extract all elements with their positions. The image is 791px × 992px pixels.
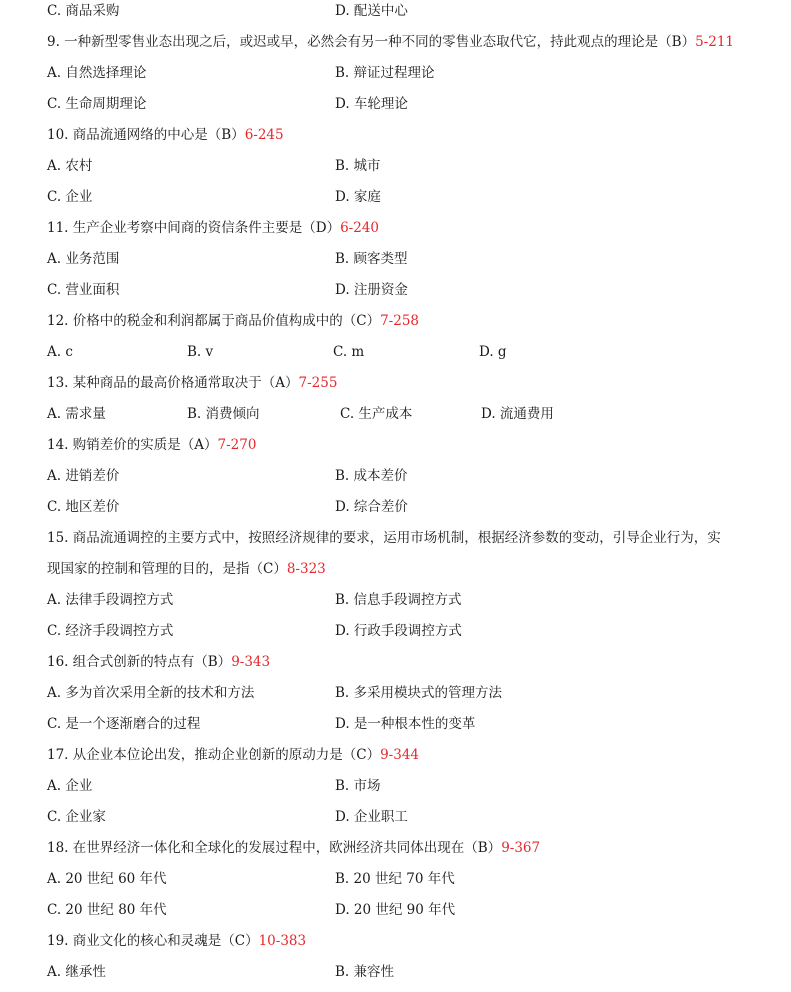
option-row — [47, 900, 771, 920]
question-15-stem — [47, 528, 771, 548]
option-a: A. 进销差价 — [47, 468, 120, 484]
option-row — [47, 683, 771, 703]
question-text: 10. 商品流通网络的中心是（B） — [47, 127, 245, 143]
option-c: C. 营业面积 — [47, 282, 120, 298]
option-row — [47, 497, 771, 517]
question-text: 17. 从企业本位论出发，推动企业创新的原动力是（C） — [47, 747, 381, 763]
question-13-stem — [47, 373, 771, 393]
question-text: 15. 商品流通调控的主要方式中，按照经济规律的要求，运用市场机制，根据经济参数的变动，引导企业行为，实 — [47, 530, 721, 546]
option-d: D. 行政手段调控方式 — [335, 623, 462, 639]
option-a: A. 20 世纪 60 年代 — [47, 871, 167, 887]
page-reference: 5-211 — [695, 34, 735, 50]
question-12-stem — [47, 311, 771, 331]
option-b: B. 城市 — [335, 158, 381, 174]
option-b: B. 消费倾向 — [187, 406, 260, 422]
option-c: C. 生命周期理论 — [47, 96, 147, 112]
option-d: D. 车轮理论 — [335, 96, 408, 112]
option-c: C. 是一个逐渐磨合的过程 — [47, 716, 201, 732]
option-d: D. 是一种根本性的变革 — [335, 716, 476, 732]
page-reference: 6-240 — [340, 220, 380, 236]
option-d: D. g — [479, 344, 507, 360]
page-reference: 7-255 — [298, 375, 338, 391]
option-b: B. 辩证过程理论 — [335, 65, 435, 81]
page-reference: 8-323 — [286, 561, 326, 577]
page-reference: 9-343 — [231, 654, 271, 670]
page-reference: 10-383 — [258, 933, 307, 949]
option-a: A. 继承性 — [47, 964, 106, 980]
option-d: D. 20 世纪 90 年代 — [335, 902, 456, 918]
page-reference: 9-344 — [380, 747, 420, 763]
question-15-stem-continued — [47, 559, 771, 579]
option-a: A. 多为首次采用全新的技术和方法 — [47, 685, 255, 701]
option-a: A. 需求量 — [47, 406, 106, 422]
option-a: A. 农村 — [47, 158, 93, 174]
option-b: B. 兼容性 — [335, 964, 395, 980]
option-b: B. v — [187, 344, 214, 360]
option-row — [47, 1, 771, 21]
option-row — [47, 714, 771, 734]
option-row — [47, 94, 771, 114]
question-text: 19. 商业文化的核心和灵魂是（C） — [47, 933, 259, 949]
option-row — [47, 590, 771, 610]
option-row — [47, 280, 771, 300]
question-text: 12. 价格中的税金和利润都属于商品价值构成中的（C） — [47, 313, 381, 329]
option-d: D. 注册资金 — [335, 282, 408, 298]
option-c: C. 企业家 — [47, 809, 106, 825]
question-10-stem — [47, 125, 771, 145]
page-reference: 7-270 — [217, 437, 257, 453]
option-row — [47, 404, 771, 424]
option-d: D. 综合差价 — [335, 499, 408, 515]
option-row — [47, 466, 771, 486]
option-c: C. 企业 — [47, 189, 93, 205]
question-text: 13. 某种商品的最高价格通常取决于（A） — [47, 375, 299, 391]
option-d: D. 配送中心 — [335, 3, 408, 19]
option-row — [47, 869, 771, 889]
option-a: A. 企业 — [47, 778, 93, 794]
page-reference: 7-258 — [380, 313, 420, 329]
option-a: A. 法律手段调控方式 — [47, 592, 174, 608]
page-reference: 6-245 — [244, 127, 284, 143]
question-text: 16. 组合式创新的特点有（B） — [47, 654, 232, 670]
option-row — [47, 621, 771, 641]
option-b: B. 顾客类型 — [335, 251, 408, 267]
option-a: A. 业务范围 — [47, 251, 120, 267]
option-d: D. 家庭 — [335, 189, 381, 205]
option-c: C. m — [333, 344, 365, 360]
option-row — [47, 776, 771, 796]
option-c: C. 商品采购 — [47, 3, 120, 19]
option-b: B. 20 世纪 70 年代 — [335, 871, 455, 887]
question-9-stem — [47, 32, 771, 52]
page-reference: 9-367 — [501, 840, 541, 856]
option-row — [47, 249, 771, 269]
question-text: 现国家的控制和管理的目的，是指（C） — [47, 561, 287, 577]
option-c: C. 地区差价 — [47, 499, 120, 515]
question-11-stem — [47, 218, 771, 238]
question-17-stem — [47, 745, 771, 765]
question-text: 18. 在世界经济一体化和全球化的发展过程中，欧洲经济共同体出现在（B） — [47, 840, 502, 856]
option-b: B. 信息手段调控方式 — [335, 592, 462, 608]
option-a: A. c — [47, 344, 73, 360]
option-row — [47, 63, 771, 83]
question-text: 14. 购销差价的实质是（A） — [47, 437, 218, 453]
option-row — [47, 342, 771, 362]
option-row — [47, 807, 771, 827]
question-18-stem — [47, 838, 771, 858]
question-14-stem — [47, 435, 771, 455]
option-b: B. 多采用模块式的管理方法 — [335, 685, 503, 701]
option-c: C. 经济手段调控方式 — [47, 623, 174, 639]
question-text: 11. 生产企业考察中间商的资信条件主要是（D） — [47, 220, 341, 236]
question-19-stem — [47, 931, 771, 951]
option-b: B. 市场 — [335, 778, 381, 794]
option-d: D. 企业职工 — [335, 809, 408, 825]
question-text: 9. 一种新型零售业态出现之后，或迟或早，必然会有另一种不同的零售业态取代它，持此观点的理论是（B） — [47, 34, 696, 50]
option-c: C. 生产成本 — [340, 406, 413, 422]
option-c: C. 20 世纪 80 年代 — [47, 902, 167, 918]
option-b: B. 成本差价 — [335, 468, 408, 484]
option-row — [47, 187, 771, 207]
question-16-stem — [47, 652, 771, 672]
option-row — [47, 962, 771, 982]
option-a: A. 自然选择理论 — [47, 65, 147, 81]
option-row — [47, 156, 771, 176]
option-d: D. 流通费用 — [481, 406, 554, 422]
